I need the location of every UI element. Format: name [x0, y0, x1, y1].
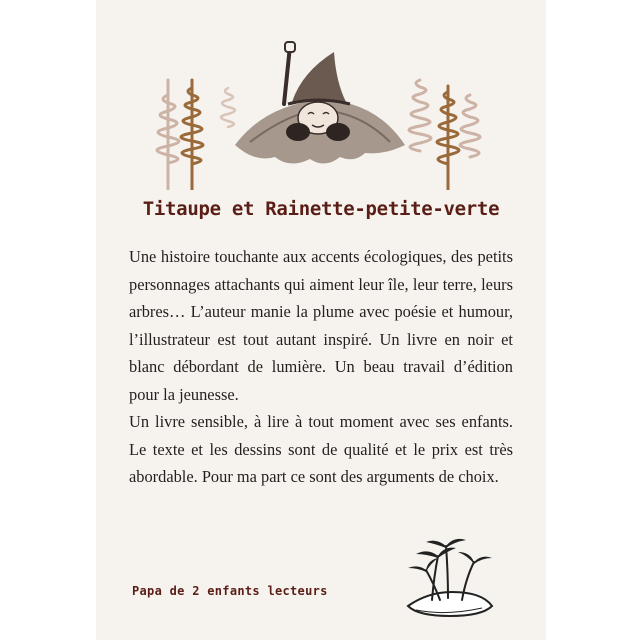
mole-illustration — [140, 40, 500, 190]
swirl-tree-left-light — [157, 80, 179, 190]
mole-hat — [292, 52, 346, 102]
palm-fronds — [408, 539, 492, 572]
swirl-tree-left-dark — [181, 80, 203, 190]
palm-island-illustration — [404, 530, 496, 620]
swirl-tree-left-far — [221, 88, 235, 127]
book-title: Titaupe et Rainette-petite-verte — [142, 198, 500, 220]
review-paragraph-1: Une histoire touchante aux accents écologiques, des petits personnages attachants qui aiment leur île, leur terre, leurs arbres… L’auteur manie la plume avec poésie et humour, l’illustrateur est tout autant inspiré. Un livre en noir et blanc débordant de lumière. Un beau travail d’édition pour la jeunesse. — [129, 247, 513, 404]
review-text — [129, 243, 513, 491]
review-paragraph-2: Un livre sensible, à lire à tout moment avec ses enfants. Le texte et les dessins sont de qualité et le prix est très abordable. Pour ma part ce sont des arguments de choix. — [129, 412, 513, 486]
review-signature: Papa de 2 enfants lecteurs — [132, 584, 328, 598]
shovel — [284, 46, 290, 104]
swirl-tree-right-dark — [437, 86, 459, 190]
